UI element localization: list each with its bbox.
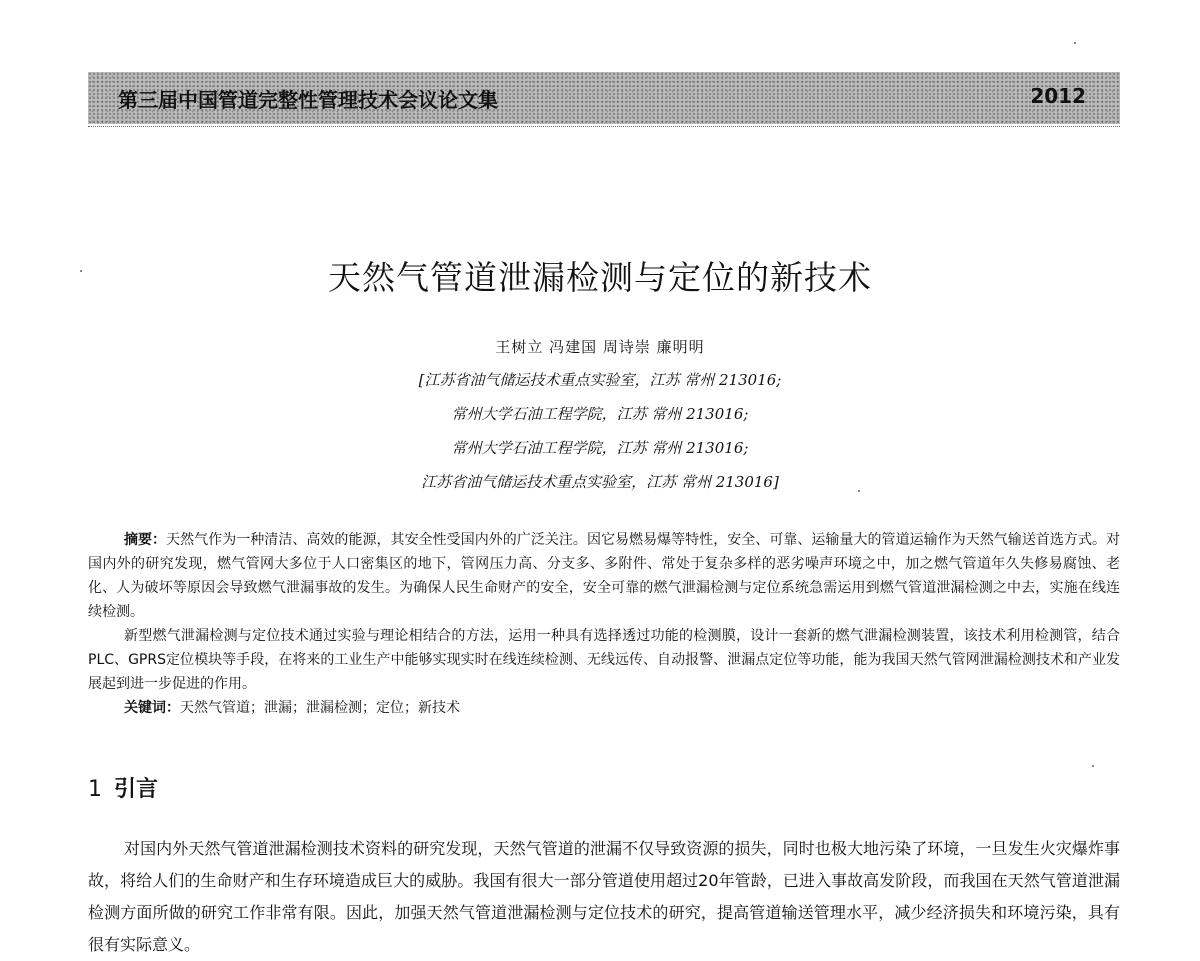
section-body-text: 对国内外天然气管道泄漏检测技术资料的研究发现，天然气管道的泄漏不仅导致资源的损失，同时也极大地污染了环境，一旦发生火灾爆炸事故，将给人们的生命财产和生存环境造成巨大的威胁。我国有很大一部分管道使用超过20年管龄，已进入事故高发阶段，而我国在天然气管道泄漏检测方面所做的研究工作非常有限。因此，加强天然气管道泄漏检测与定位技术的研究，提高管道输送管理水平，减少经济损失和环境污染，具有很有实际意义。 <box>88 839 1120 954</box>
scan-speck <box>858 490 860 492</box>
abstract-text: 新型燃气泄漏检测与定位技术通过实验与理论相结合的方法，运用一种具有选择透过功能的检测膜，设计一套新的燃气泄漏检测装置，该技术利用检测管，结合PLC、GPRS定位模块等手段，在将来的工业生产中能够实现实时在线连续检测、无线远传、自动报警、泄漏点定位等功能，能为我国天然气管网泄漏检测技术和产业发展起到进一步促进的作用。 <box>88 628 1120 692</box>
abstract-paragraph <box>88 528 1120 624</box>
affiliation-line: 常州大学石油工程学院，江苏 常州 213016; <box>451 439 749 457</box>
keywords-label: 关键词： <box>124 700 180 716</box>
affiliation-line: 江苏省油气储运技术重点实验室，江苏 常州 213016] <box>421 473 779 491</box>
keywords-text: 天然气管道；泄漏；泄漏检测；定位；新技术 <box>180 700 460 716</box>
abstract-paragraph <box>88 624 1120 696</box>
abstract-label: 摘要： <box>124 532 167 548</box>
scan-speck <box>80 270 82 272</box>
running-header <box>88 72 1120 124</box>
section-title: 引言 <box>114 777 159 802</box>
section-number: 1 <box>88 777 102 802</box>
proceedings-title: 第三届中国管道完整性管理技术会议论文集 <box>118 88 498 112</box>
author-list: 王树立 冯建国 周诗崇 廉明明 <box>495 338 705 356</box>
keywords-line <box>88 696 1120 720</box>
scan-speck <box>1092 765 1094 767</box>
abstract-block <box>88 528 1120 720</box>
proceedings-year: 2012 <box>1030 84 1086 108</box>
affiliation-line: [江苏省油气储运技术重点实验室，江苏 常州 213016; <box>418 371 782 389</box>
section-heading <box>88 772 158 803</box>
scan-speck <box>1074 42 1076 44</box>
affiliation-line: 常州大学石油工程学院，江苏 常州 213016; <box>451 405 749 423</box>
paper-title: 天然气管道泄漏检测与定位的新技术 <box>328 258 872 297</box>
abstract-text: 天然气作为一种清洁、高效的能源，其安全性受国内外的广泛关注。因它易燃易爆等特性，安全、可靠、运输量大的管道运输作为天然气输送首选方式。对国内外的研究发现，燃气管网大多位于人口密集区的地下，管网压力高、分支多、多附件、常处于复杂多样的恶劣噪声环境之中，加之燃气管道年久失修易腐蚀、老化、人为破坏等原因会导致燃气泄漏事故的发生。为确保人民生命财产的安全，安全可靠的燃气泄漏检测与定位系统急需运用到燃气管道泄漏检测之中去，实施在线连续检测。 <box>88 532 1121 620</box>
